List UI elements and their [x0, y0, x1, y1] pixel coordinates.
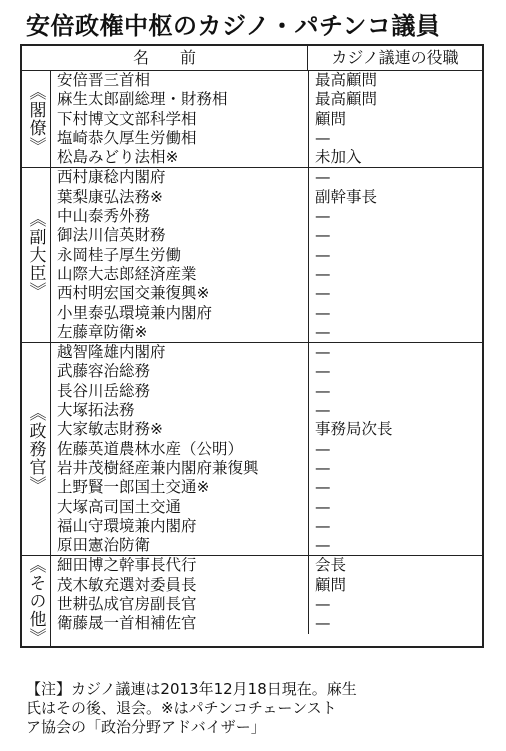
member-name: 御法川信英財務: [51, 226, 309, 245]
member-role: 会長: [315, 556, 347, 575]
table-row: [51, 517, 482, 536]
member-name: 西村明宏国交兼復興※: [51, 284, 309, 303]
table-group: [22, 71, 482, 168]
table-group: [22, 343, 482, 556]
member-role: —: [315, 439, 331, 458]
member-role: —: [315, 458, 331, 477]
member-name: 西村康稔内閣府: [51, 168, 309, 187]
table-row: [51, 362, 482, 381]
member-name: 山際大志郎経済産業: [51, 265, 309, 284]
group-label: [22, 556, 51, 646]
member-role: —: [315, 245, 331, 264]
member-role: 顧問: [315, 109, 347, 128]
table-row: [51, 148, 482, 167]
table-row: [51, 440, 482, 459]
member-name: 岩井茂樹経産兼内閣府兼復興: [51, 459, 309, 478]
table-row: [51, 420, 482, 439]
table-row: [51, 265, 482, 284]
header-name-column: [22, 46, 308, 70]
group-rows: [51, 168, 482, 342]
table-row: [51, 556, 482, 575]
footnote-line: ア協会の「政治分野アドバイザー」: [26, 718, 266, 736]
member-name: 中山泰秀外務: [51, 207, 309, 226]
group-label-text: 《副大臣》: [25, 210, 46, 301]
member-role: —: [315, 362, 331, 381]
header-name-char: 名: [132, 48, 149, 67]
member-role: —: [315, 401, 331, 420]
member-name: 武藤容治総務: [51, 362, 309, 381]
member-role: —: [315, 303, 331, 322]
member-role: —: [315, 497, 331, 516]
table-row: [51, 110, 482, 129]
member-name: 茂木敏充選対委員長: [51, 576, 309, 595]
group-rows: [51, 71, 482, 167]
table-row: [51, 90, 482, 109]
member-role: —: [315, 614, 331, 633]
member-role: —: [315, 595, 331, 614]
member-role: —: [315, 168, 331, 187]
table-row: [51, 459, 482, 478]
member-role: —: [315, 207, 331, 226]
table-group: [22, 556, 482, 646]
table-row: [51, 304, 482, 323]
member-name: 小里泰弘環境兼内閣府: [51, 304, 309, 323]
member-name: 安倍晋三首相: [51, 71, 309, 90]
table-row: [51, 71, 482, 90]
member-name: 細田博之幹事長代行: [51, 556, 309, 575]
member-name: 永岡桂子厚生労働: [51, 246, 309, 265]
footnote-line: 氏はその後、退会。※はパチンコチェーンスト: [26, 699, 337, 717]
members-table: [20, 44, 484, 648]
member-name: 上野賢一郎国土交通※: [51, 478, 309, 497]
member-name: 福山守環境兼内閣府: [51, 517, 309, 536]
page-title: 安倍政権中枢のカジノ・パチンコ議員: [26, 12, 441, 40]
header-name-char: 前: [179, 48, 196, 67]
member-name: 越智隆雄内閣府: [51, 343, 309, 362]
member-name: 長谷川岳総務: [51, 382, 309, 401]
table-row: [51, 226, 482, 245]
member-role: —: [315, 264, 331, 283]
table-row: [51, 168, 482, 187]
member-role: —: [315, 343, 331, 362]
table-header: [22, 46, 482, 71]
group-label-text: 《閣僚》: [25, 83, 46, 156]
member-role: —: [315, 284, 331, 303]
table-row: [51, 478, 482, 497]
table-row: [51, 129, 482, 148]
member-name: 衛藤晟一首相補佐官: [51, 614, 309, 633]
group-rows: [51, 343, 482, 555]
member-name: 大家敏志財務※: [51, 420, 309, 439]
member-name: 松島みどり法相※: [51, 148, 309, 167]
member-name: 佐藤英道農林水産（公明）: [51, 440, 309, 459]
table-row: [51, 284, 482, 303]
group-label-text: 《その他》: [25, 556, 46, 647]
member-name: 左藤章防衛※: [51, 323, 309, 342]
table-row: [51, 401, 482, 420]
group-label: [22, 71, 51, 167]
table-row: [51, 382, 482, 401]
member-role: 顧問: [315, 575, 347, 594]
table-row: [51, 343, 482, 362]
member-name: 塩崎恭久厚生労働相: [51, 129, 309, 148]
table-row: [51, 576, 482, 595]
member-name: 麻生太郎副総理・財務相: [51, 90, 309, 109]
member-role: 事務局次長: [315, 420, 393, 439]
footnote-line: 【注】カジノ議連は2013年12月18日現在。麻生: [26, 680, 357, 698]
table-row: [51, 536, 482, 555]
member-name: 下村博文文部科学相: [51, 110, 309, 129]
member-role: 最高顧問: [315, 71, 378, 89]
member-role: —: [315, 516, 331, 535]
member-role: 副幹事長: [315, 187, 378, 206]
member-name: 世耕弘成官房副長官: [51, 595, 309, 614]
table-row: [51, 595, 482, 614]
member-name: 葉梨康弘法務※: [51, 188, 309, 207]
table-row: [51, 498, 482, 517]
member-role: 未加入: [315, 148, 362, 167]
member-name: 大塚拓法務: [51, 401, 309, 420]
member-role: —: [315, 478, 331, 497]
member-name: 原田憲治防衛: [51, 536, 309, 555]
table-row: [51, 207, 482, 226]
table-row: [51, 246, 482, 265]
member-role: —: [315, 226, 331, 245]
member-role: —: [315, 322, 331, 341]
table-row: [51, 614, 482, 633]
table-row: [51, 188, 482, 207]
member-role: —: [315, 381, 331, 400]
member-name: 大塚高司国土交通: [51, 498, 309, 517]
group-rows: [51, 556, 482, 646]
header-role-column: カジノ議連の役職: [331, 48, 459, 67]
member-role: —: [315, 536, 331, 555]
footnote: [26, 680, 486, 737]
group-label-text: 《政務官》: [25, 404, 46, 495]
group-label: [22, 168, 51, 342]
member-role: 最高顧問: [315, 90, 378, 109]
table-row: [51, 323, 482, 342]
table-group: [22, 168, 482, 343]
member-role: —: [315, 128, 331, 147]
group-label: [22, 343, 51, 555]
table-body: [22, 71, 482, 646]
